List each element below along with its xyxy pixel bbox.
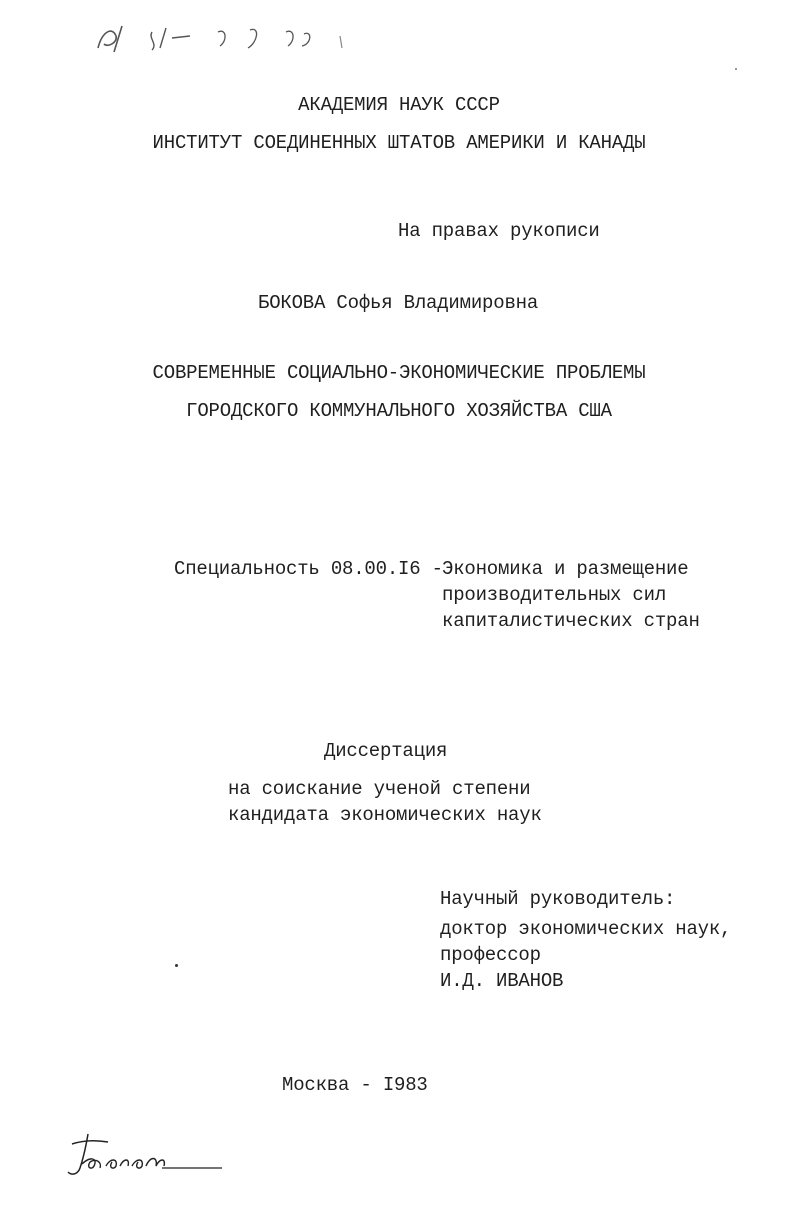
dissertation-purpose-line2: кандидата экономических наук: [228, 804, 542, 826]
author-name: БОКОВА Софья Владимировна: [258, 292, 539, 314]
specialty-line1: Экономика и размещение: [442, 558, 689, 580]
manuscript-note: На правах рукописи: [398, 220, 600, 242]
academy-name: АКАДЕМИЯ НАУК СССР: [298, 94, 500, 116]
institute-name: ИНСТИТУТ СОЕДИНЕННЫХ ШТАТОВ АМЕРИКИ И КАНАДЫ: [152, 132, 646, 154]
specialty-line2: производительных сил: [442, 584, 667, 606]
dissertation-purpose-line1: на соискание ученой степени: [228, 778, 531, 800]
signature: [62, 1128, 232, 1188]
supervisor-name: И.Д. ИВАНОВ: [440, 970, 564, 992]
specialty-label: Специальность 08.00.I6 -: [174, 558, 443, 580]
place-and-date: Москва - I983: [282, 1074, 428, 1096]
supervisor-title: профессор: [440, 944, 541, 966]
supervisor-label: Научный руководитель:: [440, 888, 676, 910]
specialty-line3: капиталистических стран: [442, 610, 700, 632]
supervisor-degree: доктор экономических наук,: [440, 918, 732, 940]
dissertation-title-line1: СОВРЕМЕННЫЕ СОЦИАЛЬНО-ЭКОНОМИЧЕСКИЕ ПРОБЛЕМЫ: [152, 362, 646, 384]
dissertation-heading: Диссертация: [324, 740, 448, 762]
stray-mark: [175, 964, 178, 967]
dissertation-title-line2: ГОРОДСКОГО КОММУНАЛЬНОГО ХОЗЯЙСТВА США: [186, 400, 612, 422]
handwritten-note: [90, 18, 360, 58]
stray-mark: [735, 68, 737, 70]
